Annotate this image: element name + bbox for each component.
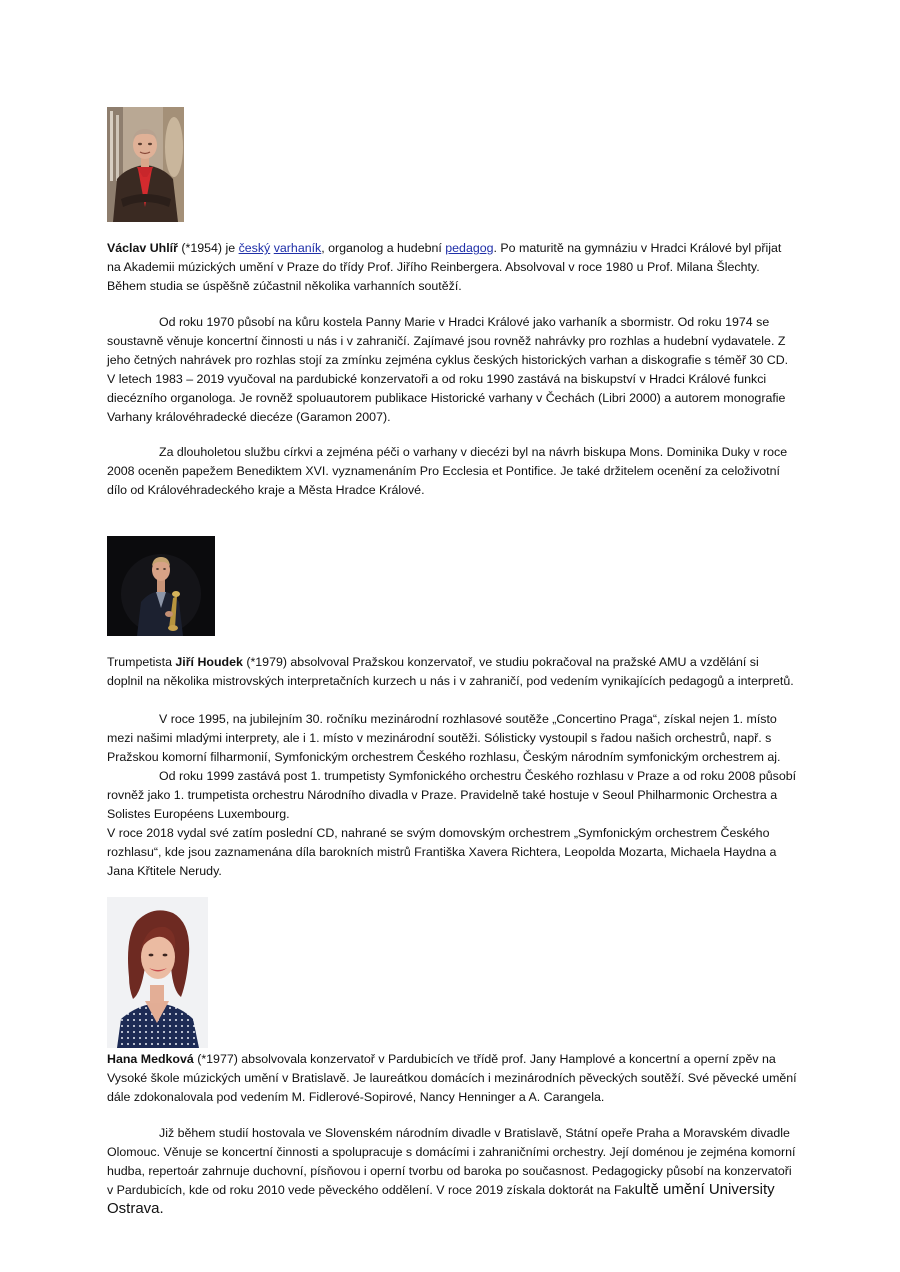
houdek-name-last: Houdek (197, 655, 243, 669)
houdek-text: Trumpetista (107, 655, 176, 669)
houdek-paragraph-3 (107, 767, 797, 824)
houdek-text: Od roku 1999 zastává post 1. trumpetisty Symfonického orchestru Českého rozhlasu v Praze a od roku 2008 působí rovněž jako 1. trumpetista orchestru Národního divadla v Praze. Pravidelně také hostuje v Seoul Philharmonic Orchestra a Solistes Européens Luxembourg. (107, 769, 797, 821)
photo-hana-medkova (107, 897, 208, 1048)
uhlir-text: (*1954) je (177, 241, 239, 255)
houdek-name-first: Jiří (175, 655, 198, 669)
medkova-text: (*1977) absolvovala konzervatoř v Pardubicích ve třídě prof. Jany Hamplové a koncertní a operní zpěv na Vysoké škole múzických umění v Bratislavě. Je laureátkou domácích i mezinárodních pěveckých soutěží. Své pěvecké umění dále zdokonalovala pod vedením M. Fidlerové-Sopirové, Nancy Henninger a A. Carangela. (107, 1052, 797, 1104)
houdek-paragraph-2 (107, 710, 797, 767)
photo-jiri-houdek (107, 536, 215, 636)
medkova-name: Hana Medková (107, 1052, 194, 1066)
uhlir-text: , organolog a hudební (321, 241, 446, 255)
link-pedagog[interactable]: pedagog (445, 241, 494, 255)
link-varhanik[interactable]: varhaník (273, 241, 322, 255)
uhlir-text: Za dlouholetou službu církvi a zejména péči o varhany v diecézi byl na návrh biskupa Mons. Dominika Duky v roce 2008 oceněn papežem Benediktem XVI. vyznamenáním Pro Ecclesia et Pontifice. Je také držitelem ocenění za celoživotní dílo od Královéhradeckého kraje a Města Hradce Králové. (107, 445, 788, 497)
medkova-paragraph-2 (107, 1124, 797, 1219)
uhlir-text: Od roku 1970 působí na kůru kostela Panny Marie v Hradci Králové jako varhaník a sbormistr. Od roku 1974 se soustavně věnuje koncertní činnosti u nás i v zahraničí. Zajímavé jsou rovněž nahrávky pro rozhlas a hudební vydavatele. Z jeho četných nahrávek pro rozhlas stojí za zmínku zejména cyklus českých historických varhan a diskografie s téměř 30 CD. V letech 1983 – 2019 vyučoval na pardubické konzervatoři a od roku 1990 zastává na biskupství v Hradci Králové funkci diecézního organologa. Je rovněž spoluautorem publikace Historické varhany v Čechách (Libri 2000) a autorem monografie Varhany královéhradecké diecéze (Garamon 2007). (107, 315, 789, 424)
houdek-paragraph-4 (107, 824, 797, 881)
houdek-text: (*1979) absolvoval Pražskou konzervatoř, ve studiu pokračoval na pražské AMU a vzdělání si doplnil na několika mistrovských interpretačních kurzech u nás i v zahraničí, pod vedením vynikajících pedagogů a interpretů. (107, 655, 794, 688)
medkova-paragraph-1 (107, 1050, 797, 1107)
houdek-text: V roce 1995, na jubilejním 30. ročníku mezinárodní rozhlasové soutěže „Concertino Praga“, získal nejen 1. místo mezi našimi mladými interprety, ale i 1. místo v mezinárodní soutěži. Sólisticky vystoupil s řadou našich orchestrů, např. s Pražskou komorní filharmonií, Symfonickým orchestrem Českého rozhlasu, Českým národním symfonickým orchestrem aj. (107, 712, 781, 764)
houdek-paragraph-1 (107, 653, 797, 691)
uhlir-text: . Po maturitě na gymnáziu v Hradci Králové byl přijat na Akademii múzických umění v Praze do třídy Prof. Jiřího Reinbergera. Absolvoval v roce 1980 u Prof. Milana Šlechty. Během studia se úspěšně zúčastnil několika varhanních soutěží. (107, 241, 782, 293)
uhlir-name: Václav Uhlíř (107, 241, 178, 255)
uhlir-paragraph-2 (107, 313, 797, 426)
photo-vaclav-uhlir (107, 107, 184, 222)
link-cesky[interactable]: český (238, 241, 271, 255)
houdek-text: V roce 2018 vydal své zatím poslední CD, nahrané se svým domovským orchestrem „Symfonickým orchestrem Českého rozhlasu“, kde jsou zaznamenána díla barokních mistrů Františka Xavera Richtera, Leopolda Mozarta, Michaela Haydna a Jana Křtitele Nerudy. (107, 826, 777, 878)
uhlir-paragraph-3 (107, 443, 797, 500)
uhlir-paragraph-1 (107, 239, 797, 296)
medkova-text-tail: ultě umění University Ostrava. (107, 1180, 775, 1217)
medkova-text: Již během studií hostovala ve Slovenském národním divadle v Bratislavě, Státní opeře Praha a Moravském divadle Olomouc. Věnuje se koncertní činnosti a spolupracuje s domácími i zahraničními orchestry. Její doménou je zejména komorní hudba, repertoár zahrnuje duchovní, písňovou i operní tvorbu od baroka po současnost. Pedagogicky působí na konzervatoři v Pardubicích, kde od roku 2010 vede pěveckého oddělení. V roce 2019 získala doktorát na Fak (107, 1126, 796, 1197)
